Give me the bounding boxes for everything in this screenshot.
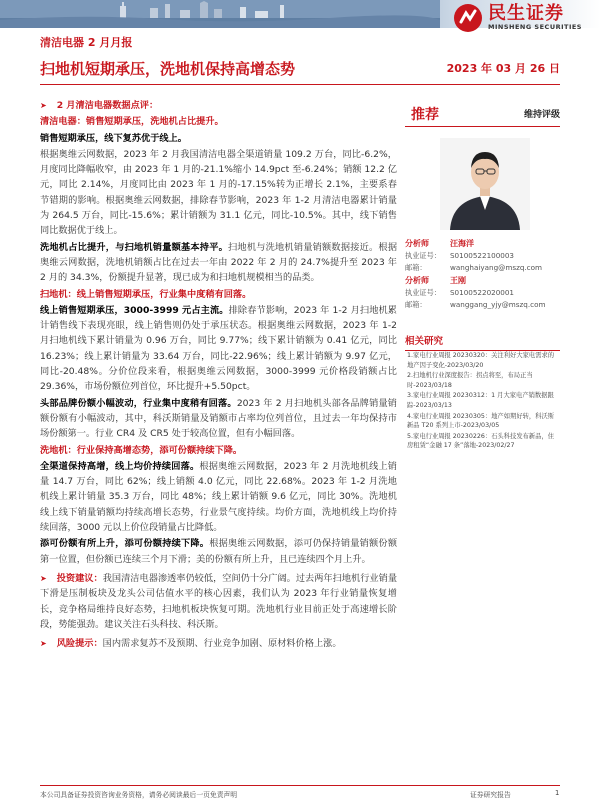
arrow-icon: ➤ xyxy=(40,573,47,583)
brand-name-cn: 民生证券 xyxy=(488,3,564,24)
footer-label: 证券研究报告 xyxy=(470,791,511,799)
analyst-2-email-link[interactable]: wanggang_yjy@mszq.com xyxy=(450,300,546,310)
paragraph-floor-scrubber-share: 洗地机占比提升，与扫地机销量额基本持平。扫地机与洗地机销量销额数据接近。根据奥维云网数据，洗地机销额占比在过去一年由 2022 年 2 月的 24.7%提升至 2023 年 2 月的 34.3%，份额提升显著，现已成为和扫地机规模相当的品类。 xyxy=(40,241,398,284)
paragraph-investment: ➤ 投资建议：我国清洁电器渗透率仍较低，空间仍十分广阔。过去两年扫地机行业销量下滑是压制板块及龙头公司估值水平的核心因素，我们认为 2023 年行业销量恢复增长，竞争格局维持良好态势，扫地机板块恢复可期。洗地机行业目前正处于高速增长阶段，势能强劲。建议关注石头科技、科沃斯。 xyxy=(40,572,398,630)
subheading-floor-scrubber: 洗地机：行业保持高增态势，添可份额持续下降。 xyxy=(40,444,243,456)
analyst-2-name: 王刚 xyxy=(450,275,466,285)
brand-logo xyxy=(452,2,582,34)
analyst-info xyxy=(405,238,560,311)
paragraph-risk: ➤ 风险提示：国内需求复苏不及预期、行业竞争加剧、原材料价格上涨。 xyxy=(40,638,342,650)
page-title: 扫地机短期承压，洗地机保持高增态势 xyxy=(40,60,296,78)
skyline-graphic xyxy=(0,0,440,28)
analyst-1-email-link[interactable]: wanghaiyang@mszq.com xyxy=(450,263,543,273)
paragraph-sales: 根据奥维云网数据，2023 年 2 月我国清洁电器全渠道销量 109.2 万台，同比-6.2%，月度同比降幅收窄，由 2023 年 1 月的-21.1%缩小 14.9pct 至-6.24%；销额 12.2 亿元，同比 2.14%，月度同比由 2023 年 1 月的-17.15%转为正增长 2.1%，主要系春节错期的影响。根据奥维云网数据，排除春节影响，2023 年 1-2 月清洁电器累计销量为 264.5 万台，同比-15.6%；累计销额为 31.1 亿元，同比-10.5%。其中，线下销售同比数据优于线上。 xyxy=(40,148,397,237)
sidebar xyxy=(405,98,560,127)
related-item[interactable]: 1.家电行业周报 20230320：关注利好大家电需求的地产因子变化-2023/03/20 xyxy=(407,352,555,369)
analyst-2-mail-row: 邮箱： wanggang_yjy@mszq.com xyxy=(405,299,560,311)
subheading-cleaning-appliances: 清洁电器：销售短期承压，洗地机占比提升。 xyxy=(40,116,224,128)
recommendation-box xyxy=(405,98,560,127)
related-item[interactable]: 5.家电行业周报 20230226：石头科技发布新品，住房租赁“金融 17 条”落地-2023/02/27 xyxy=(407,432,555,450)
analyst-1-cert-row: 执业证号： S0100522100003 xyxy=(405,251,515,261)
analyst-1-name-row: 分析师 汪海洋 xyxy=(405,238,560,250)
analyst-1-name: 汪海洋 xyxy=(450,239,474,248)
related-item[interactable]: 3.家电行业周报 20230312：1 月大家电产销数据跟踪-2023/03/13 xyxy=(407,392,554,409)
related-research-title: 相关研究 xyxy=(405,333,560,351)
recommendation-label: 推荐 xyxy=(411,107,439,123)
brand-name-en: MINSHENG SECURITIES xyxy=(488,23,582,31)
title-divider xyxy=(40,84,560,85)
related-item[interactable]: 4.家电行业周报 20230305：地产如期好转，科沃斯新品 T20 系列上市-2023/03/05 xyxy=(407,412,555,430)
arrow-icon: ➤ xyxy=(40,101,47,110)
report-date: 2023 年 03 月 26 日 xyxy=(446,62,560,75)
paragraph-scrubber-growth: 全渠道保持高增，线上均价持续回落。根据奥维云网数据，2023 年 2 月洗地机线上销量 14.7 万台，同比 62%；线上销额 4.0 亿元，同比 22.68%。2023 年 1-2 月洗地机线上累计销量 35.3 万台，同比 48%；线上累计销额 9.6 亿元，同比 30%。洗地机线上线下销量销额均持续高增长态势，行业景气度持续。均价方面，洗地机线上均价持续回落，3000 元以上价位段销量占比降低。 xyxy=(40,460,397,534)
analyst-1-mail-row: 邮箱： wanghaiyang@mszq.com xyxy=(405,262,560,274)
analyst-2-name-row: 分析师 王刚 xyxy=(405,275,560,287)
section-heading-review: ➤ 2 月清洁电器数据点评： xyxy=(40,100,159,111)
main-content xyxy=(40,98,397,652)
person-icon xyxy=(440,138,530,230)
paragraph-robot-online: 线上销售短期承压，3000-3999 元占主流。排除春节影响，2023 年 1-2 月扫地机累计销售线下表现亮眼，线上销售则仍处于承压状态。根据奥维云网数据，2023 年 1-2 月扫地机线下累计销量为 0.96 万台，同比 9.77%；线下累计销额为 0.41 亿元，同比 16.23%；线上累计销量为 33.64 万台，同比-22.96%；线上累计销额为 9.97 亿元，同比-20.48%。分价位段来看，根据奥维云网数据，3000-3999 元价格段销额占比 29.36%，市场份额位列首位，环比提升+5.50pct。 xyxy=(40,304,397,393)
brand-logo-icon xyxy=(452,2,484,34)
footer-disclaimer: 本公司具备证券投资咨询业务资格，请务必阅读最后一页免责声明 xyxy=(40,791,238,799)
subheading-robot-vacuum: 扫地机：线上销售短期承压，行业集中度稍有回落。 xyxy=(40,288,252,300)
report-type: 清洁电器 2 月月报 xyxy=(40,36,133,49)
analyst-photo xyxy=(440,138,530,230)
analyst-2-cert-row: 执业证号： S0100522020001 xyxy=(405,287,515,297)
bold-lead-sales: 销售短期承压，线下复苏优于线上。 xyxy=(40,132,187,144)
footer-divider xyxy=(40,785,560,786)
arrow-icon: ➤ xyxy=(40,639,47,649)
page-number: 1 xyxy=(555,789,560,797)
related-item[interactable]: 2.扫地机行业深度报告：拐点将至，布局正当时-2023/03/18 xyxy=(407,372,533,389)
paragraph-scrubber-brands: 添可份额有所上升，添可份额持续下降。根据奥维云网数据，添可仍保持销量销额份额第一位置，但份额已连续三个月下滑；美的份额有所上升，且已连续四个月上升。 xyxy=(40,538,398,565)
rating-label: 维持评级 xyxy=(523,110,560,120)
related-research-list xyxy=(407,351,560,452)
paragraph-brand-share: 头部品牌份额小幅波动，行业集中度稍有回落。2023 年 2 月扫地机头部各品牌销量销额份额有小幅波动，其中，科沃斯销量及销额市占率均位列首位，且过去一年均保持市场份额第一。行业 CR4 及 CR5 处于较高位置，但有小幅回落。 xyxy=(40,397,397,440)
